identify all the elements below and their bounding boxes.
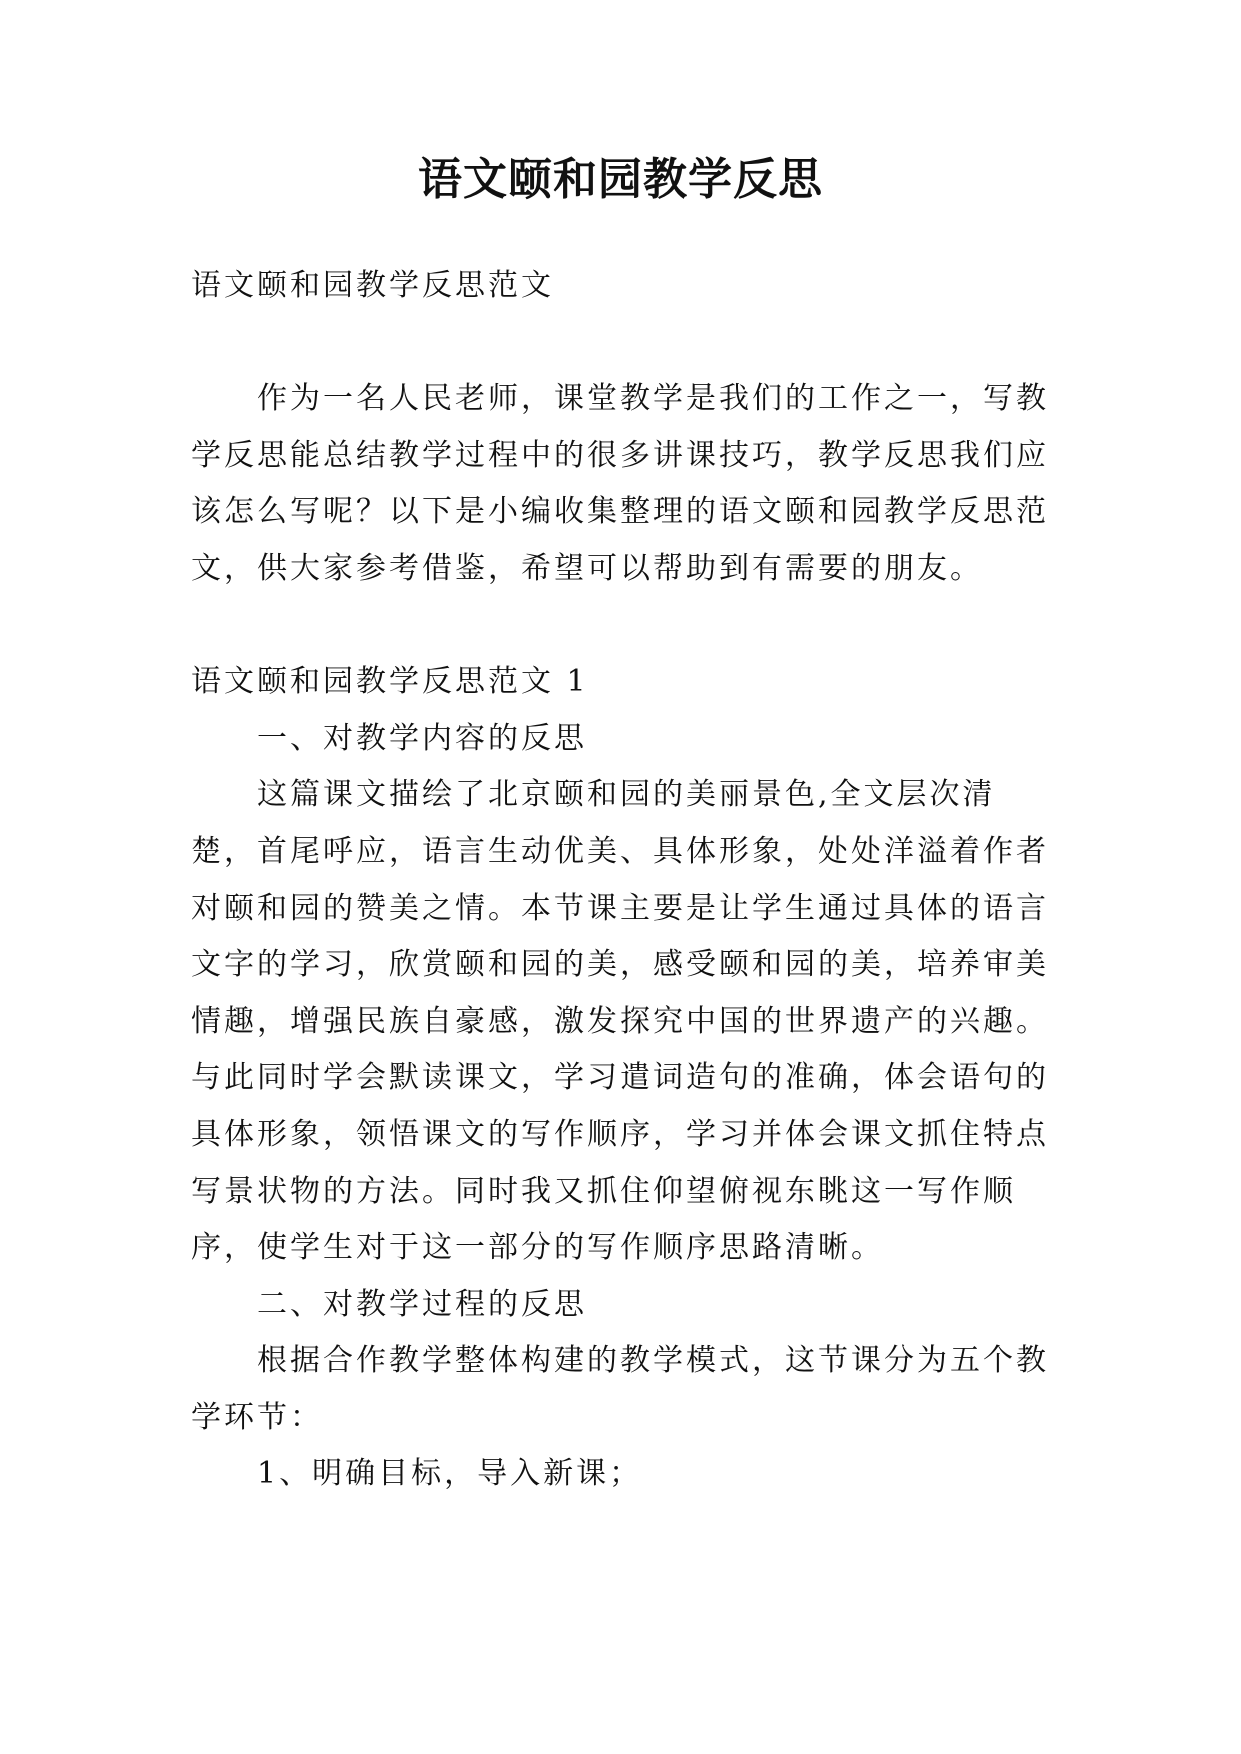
section-title: 语文颐和园教学反思范文 1 [191, 664, 589, 700]
paragraph-process-reflection: 根据合作教学整体构建的教学模式，这节课分为五个教学环节： [191, 1343, 1049, 1435]
document-subtitle: 语文颐和园教学反思范文 [191, 268, 554, 303]
heading-process-reflection: 二、对教学过程的反思 [257, 1286, 587, 1322]
heading-content-reflection: 一、对教学内容的反思 [257, 720, 587, 756]
paragraph-content-reflection: 这篇课文描绘了北京颐和园的美丽景色,全文层次清楚，首尾呼应，语言生动优美、具体形象，处处洋溢着作者对颐和园的赞美之情。本节课主要是让学生通过具体的语言文字的学习，欣赏颐和园的美，感受颐和园的美，培养审美情趣，增强民族自豪感，激发探究中国的世界遗产的兴趣。与此同时学会默读课文，学习遣词造句的准确，体会语句的具体形象，领悟课文的写作顺序，学习并体会课文抓住特点写景状物的方法。同时我又抓住仰望俯视东眺这一写作顺序，使学生对于这一部分的写作顺序思路清晰。 [191, 777, 1049, 1266]
document-body [191, 258, 1051, 1503]
list-item: 1、明确目标，导入新课； [257, 1456, 643, 1492]
intro-paragraph: 作为一名人民老师，课堂教学是我们的工作之一，写教学反思能总结教学过程中的很多讲课技巧，教学反思我们应该怎么写呢？以下是小编收集整理的语文颐和园教学反思范文，供大家参考借鉴，希望可以帮助到有需要的朋友。 [191, 381, 1049, 586]
document-title: 语文颐和园教学反思 [418, 154, 823, 205]
